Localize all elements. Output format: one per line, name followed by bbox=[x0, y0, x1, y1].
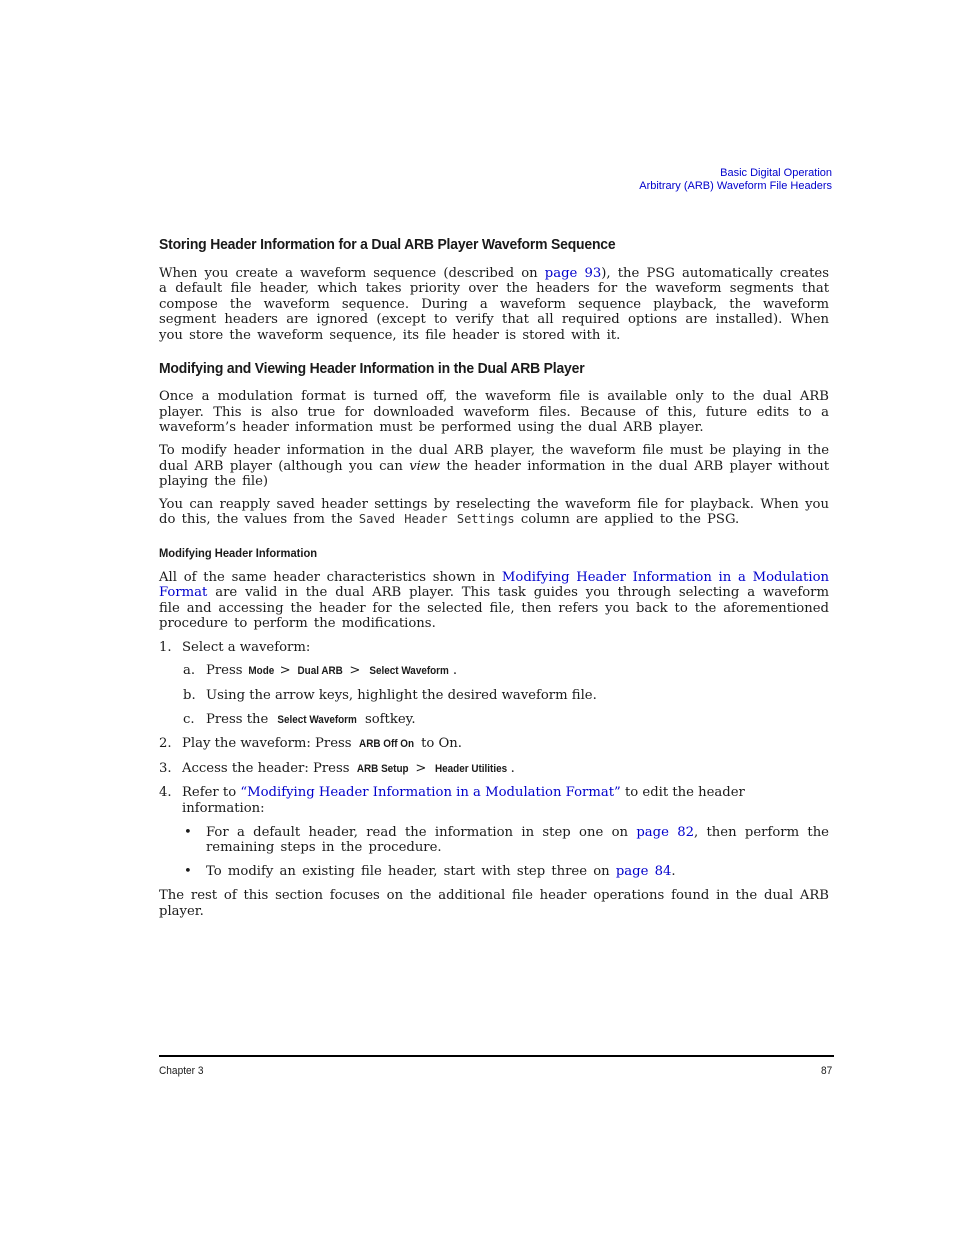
select-waveform-softkey[interactable]: Select Waveform bbox=[276, 713, 357, 726]
text: You can reapply saved header settings by reselecting the waveform file for playback. When you do this, the values from the bbox=[159, 496, 829, 528]
step-text: Refer to bbox=[182, 785, 241, 801]
page-84-link[interactable]: page 84 bbox=[615, 863, 672, 879]
bullet-existing-header bbox=[159, 864, 829, 880]
emphasis-view: view bbox=[409, 458, 440, 474]
text: For a default header, read the information in step one on bbox=[206, 824, 637, 840]
step-number: 1. bbox=[159, 639, 172, 655]
step-text: Access the header: Press bbox=[182, 760, 354, 776]
text: All of the same header characteristics shown in bbox=[159, 569, 502, 585]
paragraph-closing: The rest of this section focuses on the additional file header operations found in the dual ARB player. bbox=[159, 888, 829, 919]
arb-setup-key[interactable]: ARB Setup bbox=[356, 762, 409, 775]
text: . bbox=[671, 863, 676, 879]
text: column are applied to the PSG. bbox=[514, 512, 740, 528]
text: are valid in the dual ARB player. This task guides you through selecting a waveform file and accessing the header for the selected file, then refers you back to the aforementioned procedure to perform the modifications. bbox=[159, 585, 829, 632]
dual-arb-key[interactable]: Dual ARB bbox=[297, 665, 343, 678]
step-text: Using the arrow keys, highlight the desired waveform file. bbox=[206, 688, 597, 704]
text: To modify header information in the dual ARB player, the waveform file must be playing in the dual ARB player (although you can bbox=[159, 442, 829, 474]
saved-header-settings-term: Saved Header Settings bbox=[358, 512, 515, 527]
section-title-storing-header: Storing Header Information for a Dual ARB Player Waveform Sequence bbox=[159, 236, 616, 253]
modulation-format-link[interactable]: Modifying Header Information in a Modulation Format bbox=[159, 569, 829, 601]
subsection-title-modifying-header: Modifying Header Information bbox=[159, 545, 318, 560]
select-waveform-key[interactable]: Select Waveform bbox=[369, 665, 449, 678]
running-header bbox=[639, 167, 832, 193]
bullet-text bbox=[206, 825, 829, 856]
paragraph-modify-playing bbox=[159, 443, 829, 490]
step-number: b. bbox=[183, 688, 196, 704]
step-3 bbox=[159, 761, 829, 778]
text: . bbox=[452, 663, 458, 679]
paragraph-storing-header bbox=[159, 266, 829, 344]
paragraph-modulation-off: Once a modulation format is turned off, the waveform file is available only to the dual ARB player. This is also true for downloaded waveform files. Because of this, future edits to a waveform’s header information must be performed using the dual ARB player. bbox=[159, 389, 829, 436]
step-4 bbox=[159, 785, 829, 816]
step-text: Press the bbox=[206, 711, 273, 727]
footer-divider bbox=[159, 1055, 834, 1057]
step-1a bbox=[159, 663, 829, 680]
bullet-mark: • bbox=[184, 863, 192, 879]
text: To modify an existing file header, start with step three on bbox=[206, 863, 616, 879]
step-1b bbox=[159, 688, 829, 704]
arb-off-on-key[interactable]: ARB Off On bbox=[358, 738, 414, 751]
step-2 bbox=[159, 736, 829, 753]
text: , then perform the remaining steps in the procedure. bbox=[206, 824, 829, 856]
separator: > bbox=[275, 663, 295, 679]
page-content bbox=[159, 237, 829, 920]
separator: > bbox=[345, 663, 365, 679]
step-1 bbox=[159, 640, 829, 656]
paragraph-reapply-settings bbox=[159, 497, 829, 528]
modulation-format-procedure-link[interactable]: “Modifying Header Information in a Modulation Format” bbox=[240, 785, 621, 801]
text: to On. bbox=[416, 736, 462, 752]
step-number: 4. bbox=[159, 785, 172, 801]
step-number: a. bbox=[183, 663, 196, 679]
step-number: c. bbox=[183, 711, 195, 727]
bullet-default-header bbox=[159, 825, 829, 856]
paragraph-task-intro bbox=[159, 570, 829, 632]
step-text: Select a waveform: bbox=[182, 639, 311, 655]
header-link-arb-waveform-file-headers[interactable]: Arbitrary (ARB) Waveform File Headers bbox=[639, 180, 832, 192]
step-text: Press bbox=[206, 663, 247, 679]
header-utilities-key[interactable]: Header Utilities bbox=[434, 762, 507, 775]
text: to edit the header information: bbox=[182, 785, 745, 817]
text: ), the PSG automatically creates a default file header, which takes priority over the headers for the waveform segments that compose the waveform sequence. During a waveform sequence playback, the waveform segment headers are ignored (except to verify that all required options are installed). When you store the waveform sequence, its file header is stored with it. bbox=[159, 265, 829, 343]
step-1c bbox=[159, 712, 829, 729]
page-82-link[interactable]: page 82 bbox=[636, 824, 694, 840]
footer-page-number: 87 bbox=[820, 1065, 832, 1077]
step-number: 3. bbox=[159, 760, 172, 776]
section-title-modifying-viewing: Modifying and Viewing Header Information in the Dual ARB Player bbox=[159, 359, 585, 377]
footer-chapter: Chapter 3 bbox=[159, 1065, 204, 1077]
step-text: Play the waveform: Press bbox=[182, 736, 356, 752]
header-link-basic-digital-operation[interactable]: Basic Digital Operation bbox=[720, 167, 832, 179]
text: softkey. bbox=[360, 711, 416, 727]
step-number: 2. bbox=[159, 736, 172, 752]
text: When you create a waveform sequence (described on bbox=[159, 265, 545, 281]
text: . bbox=[510, 760, 515, 776]
bullet-mark: • bbox=[184, 824, 192, 840]
text: the header information in the dual ARB player without playing the file) bbox=[159, 458, 830, 490]
separator: > bbox=[411, 760, 431, 776]
mode-key[interactable]: Mode bbox=[248, 665, 275, 678]
page-93-link[interactable]: page 93 bbox=[544, 265, 602, 281]
bullet-text bbox=[206, 864, 829, 880]
